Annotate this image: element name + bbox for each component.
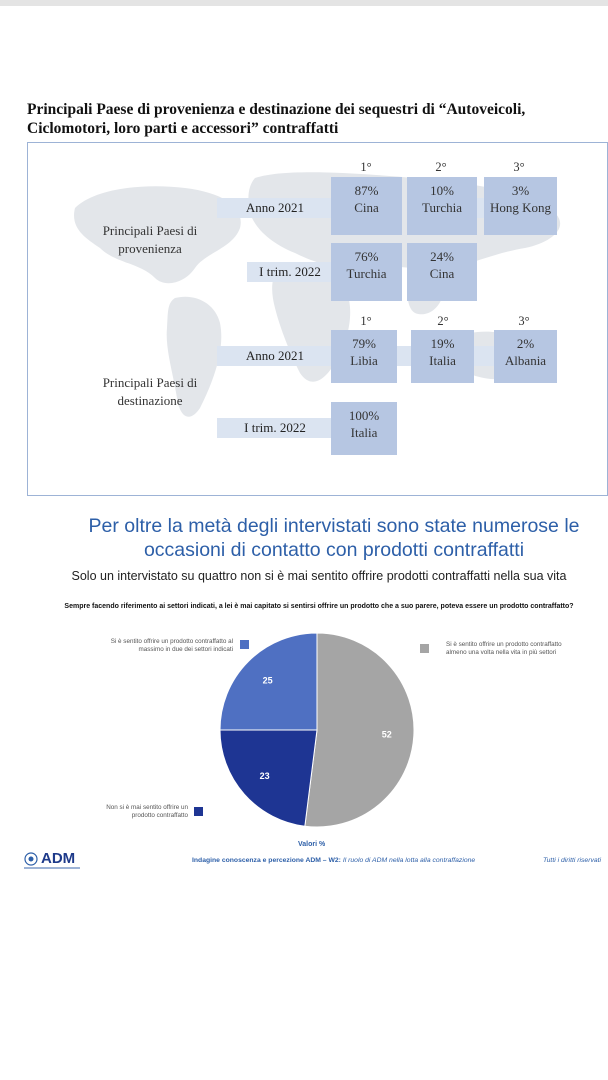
footer-survey-italic: Il ruolo di ADM nella lotta alla contraffazione <box>342 857 476 864</box>
dest-row2-period: I trim. 2022 <box>244 420 306 435</box>
cell-country: Cina <box>354 200 379 215</box>
cell-pct: 24% <box>430 249 454 264</box>
legend-swatch-23 <box>194 807 203 816</box>
prov-row2-cell-1 <box>331 243 402 301</box>
prov-row2-period: I trim. 2022 <box>259 264 321 279</box>
prov-rank-1: 1° <box>360 160 372 174</box>
logo-underline <box>24 867 80 869</box>
cell-pct: 76% <box>354 249 379 264</box>
dest-row2-band <box>217 418 333 438</box>
dest-row1-band <box>217 346 333 366</box>
legend-swatch-52 <box>420 644 429 653</box>
section2-headline: Per oltre la metà degli intervistati sono state numerose le occasioni di contatto con prodotti contraffatti <box>88 515 580 561</box>
dest-row2-cell-1 <box>331 402 397 455</box>
cell-pct: 19% <box>430 336 455 351</box>
pie-value-label-52: 52 <box>381 729 392 740</box>
prov-rank-3: 3° <box>513 160 525 174</box>
pie-chart <box>217 630 417 830</box>
cell-country: Turchia <box>422 200 462 215</box>
top-bar <box>0 0 608 6</box>
cell-pct: 100% <box>348 408 380 423</box>
dest-rank-2: 2° <box>437 314 449 328</box>
cell-pct: 79% <box>352 336 376 351</box>
cell-pct: 10% <box>430 183 454 198</box>
footer-survey-title: Indagine conoscenza e percezione ADM – W2: <box>192 857 341 864</box>
prov-row1-cell-1 <box>331 177 402 235</box>
cell-country: Albania <box>504 353 547 368</box>
section1-title: Principali Paese di provenienza e destinazione dei sequestri di “Autoveicoli, Ciclomotori, loro parti e accessori” contraffatti <box>27 101 526 137</box>
dest-row1-cell-1 <box>331 330 397 383</box>
cell-pct: 3% <box>511 183 530 198</box>
prov-row1-period: Anno 2021 <box>245 200 305 215</box>
cell-pct: 2% <box>516 336 535 351</box>
cell-pct: 87% <box>354 183 379 198</box>
legend-swatch-25 <box>240 640 249 649</box>
section2-subtitle: Solo un intervistato su quattro non si è mai sentito offrire prodotti contraffatti nella sua vita <box>71 569 567 583</box>
adm-logo <box>24 850 75 867</box>
cell-country: Libia <box>350 353 378 368</box>
prov-rank-2: 2° <box>435 160 447 174</box>
cell-country: Italia <box>429 353 456 368</box>
dest-row1-period: Anno 2021 <box>245 348 305 363</box>
pie-slice-52 <box>305 633 414 827</box>
prov-row1-cell-2 <box>407 177 477 235</box>
cell-country: Turchia <box>346 266 387 281</box>
prov-row2-band <box>247 262 333 282</box>
prov-row1-cell-3 <box>484 177 557 235</box>
survey-question: Sempre facendo riferimento ai settori indicati, a lei è mai capitato si sentirsi offrire un prodotto che a suo parere, poteva essere un prodotto contraffatto? <box>64 603 574 610</box>
pie-value-label-25: 25 <box>262 675 273 686</box>
legend-label-52: Si è sentito offrire un prodotto contraffatto almeno una volta nella vita in più settori <box>446 641 562 656</box>
legend-label-25: Si è sentito offrire un prodotto contraffatto al massimo in due dei settori indicati <box>110 638 233 653</box>
legend-label-23: Non si è mai sentito offrire un prodotto contraffatto <box>106 804 188 819</box>
prov-row2-cell-2 <box>407 243 477 301</box>
pie-value-label-23: 23 <box>259 771 270 782</box>
cell-country: Cina <box>429 266 455 281</box>
footer-survey <box>192 857 475 864</box>
cell-country: Italia <box>350 425 378 440</box>
footer-rights: Tutti i diritti riservati <box>543 857 602 864</box>
emblem-icon <box>24 852 38 866</box>
dest-row1-cell-3 <box>494 330 557 383</box>
adm-logo-text: ADM <box>41 850 76 867</box>
provenienza-category-label: Principali Paesi di provenienza <box>102 223 198 256</box>
dest-row1-band-gap-2 <box>472 346 496 366</box>
dest-row1-cell-2 <box>411 330 474 383</box>
dest-rank-1: 1° <box>360 314 372 328</box>
prov-row1-band <box>217 198 333 218</box>
dest-rank-3: 3° <box>518 314 530 328</box>
cell-country: Hong Kong <box>489 200 552 215</box>
destinazione-category-label: Principali Paesi di destinazione <box>102 375 198 408</box>
values-unit-label: Valori % <box>298 841 326 848</box>
